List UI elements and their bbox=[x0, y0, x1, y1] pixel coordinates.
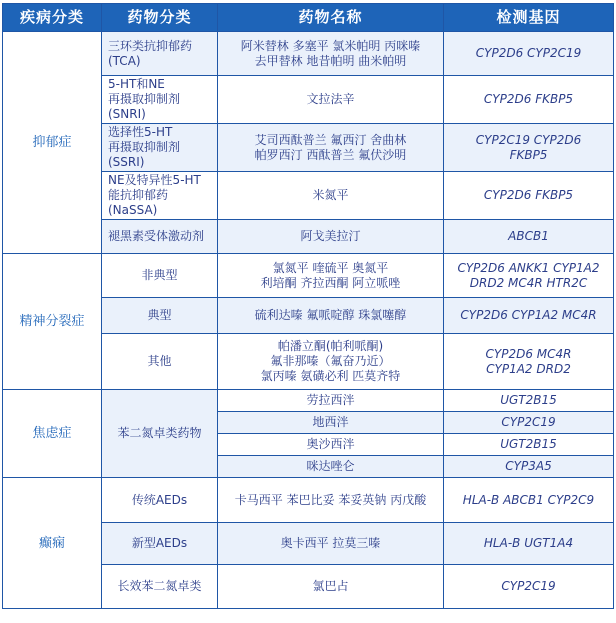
drug-class-line: 5-HT和NE bbox=[108, 77, 165, 91]
drug-name-cell bbox=[218, 254, 444, 298]
drug-class-cell: 苯二氮卓类药物 bbox=[102, 390, 218, 478]
drug-name-cell: 卡马西平 苯巴比妥 苯妥英钠 丙戊酸 bbox=[218, 478, 444, 523]
drug-name-cell: 阿戈美拉汀 bbox=[218, 220, 444, 254]
drug-class-cell: 褪黑素受体激动剂 bbox=[102, 220, 218, 254]
gene-cell: HLA-B UGT1A4 bbox=[444, 523, 614, 565]
drug-line: 去甲替林 地昔帕明 曲米帕明 bbox=[254, 53, 407, 68]
header-drug-name: 药物名称 bbox=[218, 4, 444, 32]
drug-class-cell: 典型 bbox=[102, 298, 218, 334]
table-row bbox=[3, 390, 614, 412]
gene-cell: CYP2D6 FKBP5 bbox=[444, 76, 614, 124]
table-row bbox=[3, 478, 614, 523]
drug-name-cell: 硫利达嗪 氟哌啶醇 珠氯噻醇 bbox=[218, 298, 444, 334]
gene-line: DRD2 MC4R HTR2C bbox=[469, 275, 588, 290]
drug-line: 氟非那嗪（氟奋乃近） bbox=[270, 354, 391, 368]
gene-cell bbox=[444, 124, 614, 172]
drug-class-cell bbox=[102, 172, 218, 220]
drug-line: 氯氮平 喹硫平 奥氮平 bbox=[272, 260, 389, 275]
drug-class-cell: 新型AEDs bbox=[102, 523, 218, 565]
drug-name-cell: 咪达唑仑 bbox=[218, 456, 444, 478]
disease-anxiety: 焦虑症 bbox=[3, 390, 102, 478]
gene-line: CYP2D6 ANKK1 CYP1A2 bbox=[457, 260, 600, 275]
drug-name-cell bbox=[218, 334, 444, 390]
drug-class-line: 选择性5-HT bbox=[108, 125, 173, 139]
drug-name-cell: 奥沙西泮 bbox=[218, 434, 444, 456]
drug-name-cell: 文拉法辛 bbox=[218, 76, 444, 124]
disease-schizophrenia: 精神分裂症 bbox=[3, 254, 102, 390]
table-header-row bbox=[3, 4, 614, 32]
drug-name-cell: 劳拉西泮 bbox=[218, 390, 444, 412]
drug-line: 帕潘立酮(帕利哌酮) bbox=[277, 339, 384, 353]
gene-line: CYP1A2 DRD2 bbox=[486, 361, 571, 376]
gene-cell bbox=[444, 254, 614, 298]
drug-line: 帕罗西汀 西酞普兰 氟伏沙明 bbox=[254, 147, 407, 162]
header-disease: 疾病分类 bbox=[3, 4, 102, 32]
table-row bbox=[3, 32, 614, 76]
drug-class-cell: 其他 bbox=[102, 334, 218, 390]
gene-cell: CYP2C19 bbox=[444, 412, 614, 434]
gene-cell: UGT2B15 bbox=[444, 434, 614, 456]
drug-class-cell: 长效苯二氮卓类 bbox=[102, 565, 218, 609]
header-drug-class: 药物分类 bbox=[102, 4, 218, 32]
gene-cell bbox=[444, 334, 614, 390]
drug-class-cell bbox=[102, 76, 218, 124]
gene-cell: CYP2D6 CYP1A2 MC4R bbox=[444, 298, 614, 334]
drug-class-cell bbox=[102, 124, 218, 172]
gene-cell: CYP2D6 FKBP5 bbox=[444, 172, 614, 220]
drug-name-cell: 奥卡西平 拉莫三嗪 bbox=[218, 523, 444, 565]
disease-epilepsy: 癫痫 bbox=[3, 478, 102, 609]
gene-cell: HLA-B ABCB1 CYP2C9 bbox=[444, 478, 614, 523]
gene-cell: ABCB1 bbox=[444, 220, 614, 254]
gene-cell: CYP3A5 bbox=[444, 456, 614, 478]
drug-class-line: 再摄取抑制剂(SNRI) bbox=[108, 92, 181, 121]
drug-name-cell: 米氮平 bbox=[218, 172, 444, 220]
drug-line: 艾司西酞普兰 氟西汀 舍曲林 bbox=[254, 132, 407, 147]
drug-class-line: 能抗抑郁药(NaSSA) bbox=[108, 188, 169, 217]
gene-line: FKBP5 bbox=[509, 147, 548, 162]
gene-cell: UGT2B15 bbox=[444, 390, 614, 412]
gene-cell: CYP2D6 CYP2C19 bbox=[444, 32, 614, 76]
drug-class-cell: 三环类抗抑郁药(TCA) bbox=[102, 32, 218, 76]
gene-cell: CYP2C19 bbox=[444, 565, 614, 609]
disease-depression: 抑郁症 bbox=[3, 32, 102, 254]
drug-class-line: NE及特异性5-HT bbox=[108, 173, 201, 187]
gene-line: CYP2C19 CYP2D6 bbox=[475, 132, 582, 147]
drug-line: 利培酮 齐拉西酮 阿立哌唑 bbox=[260, 275, 401, 290]
drug-name-cell: 氯巴占 bbox=[218, 565, 444, 609]
drug-name-cell bbox=[218, 124, 444, 172]
drug-name-cell: 地西泮 bbox=[218, 412, 444, 434]
header-gene: 检测基因 bbox=[444, 4, 614, 32]
drug-line: 氯丙嗪 氨磺必利 匹莫齐特 bbox=[260, 369, 401, 383]
drug-line: 阿米替林 多塞平 氯米帕明 丙咪嗪 bbox=[240, 38, 421, 53]
drug-name-cell bbox=[218, 32, 444, 76]
table-row bbox=[3, 254, 614, 298]
drug-gene-table bbox=[2, 3, 614, 609]
drug-class-cell: 非典型 bbox=[102, 254, 218, 298]
drug-class-line: 再摄取抑制剂(SSRI) bbox=[108, 140, 181, 169]
drug-class-cell: 传统AEDs bbox=[102, 478, 218, 523]
gene-line: CYP2D6 MC4R bbox=[485, 346, 572, 361]
